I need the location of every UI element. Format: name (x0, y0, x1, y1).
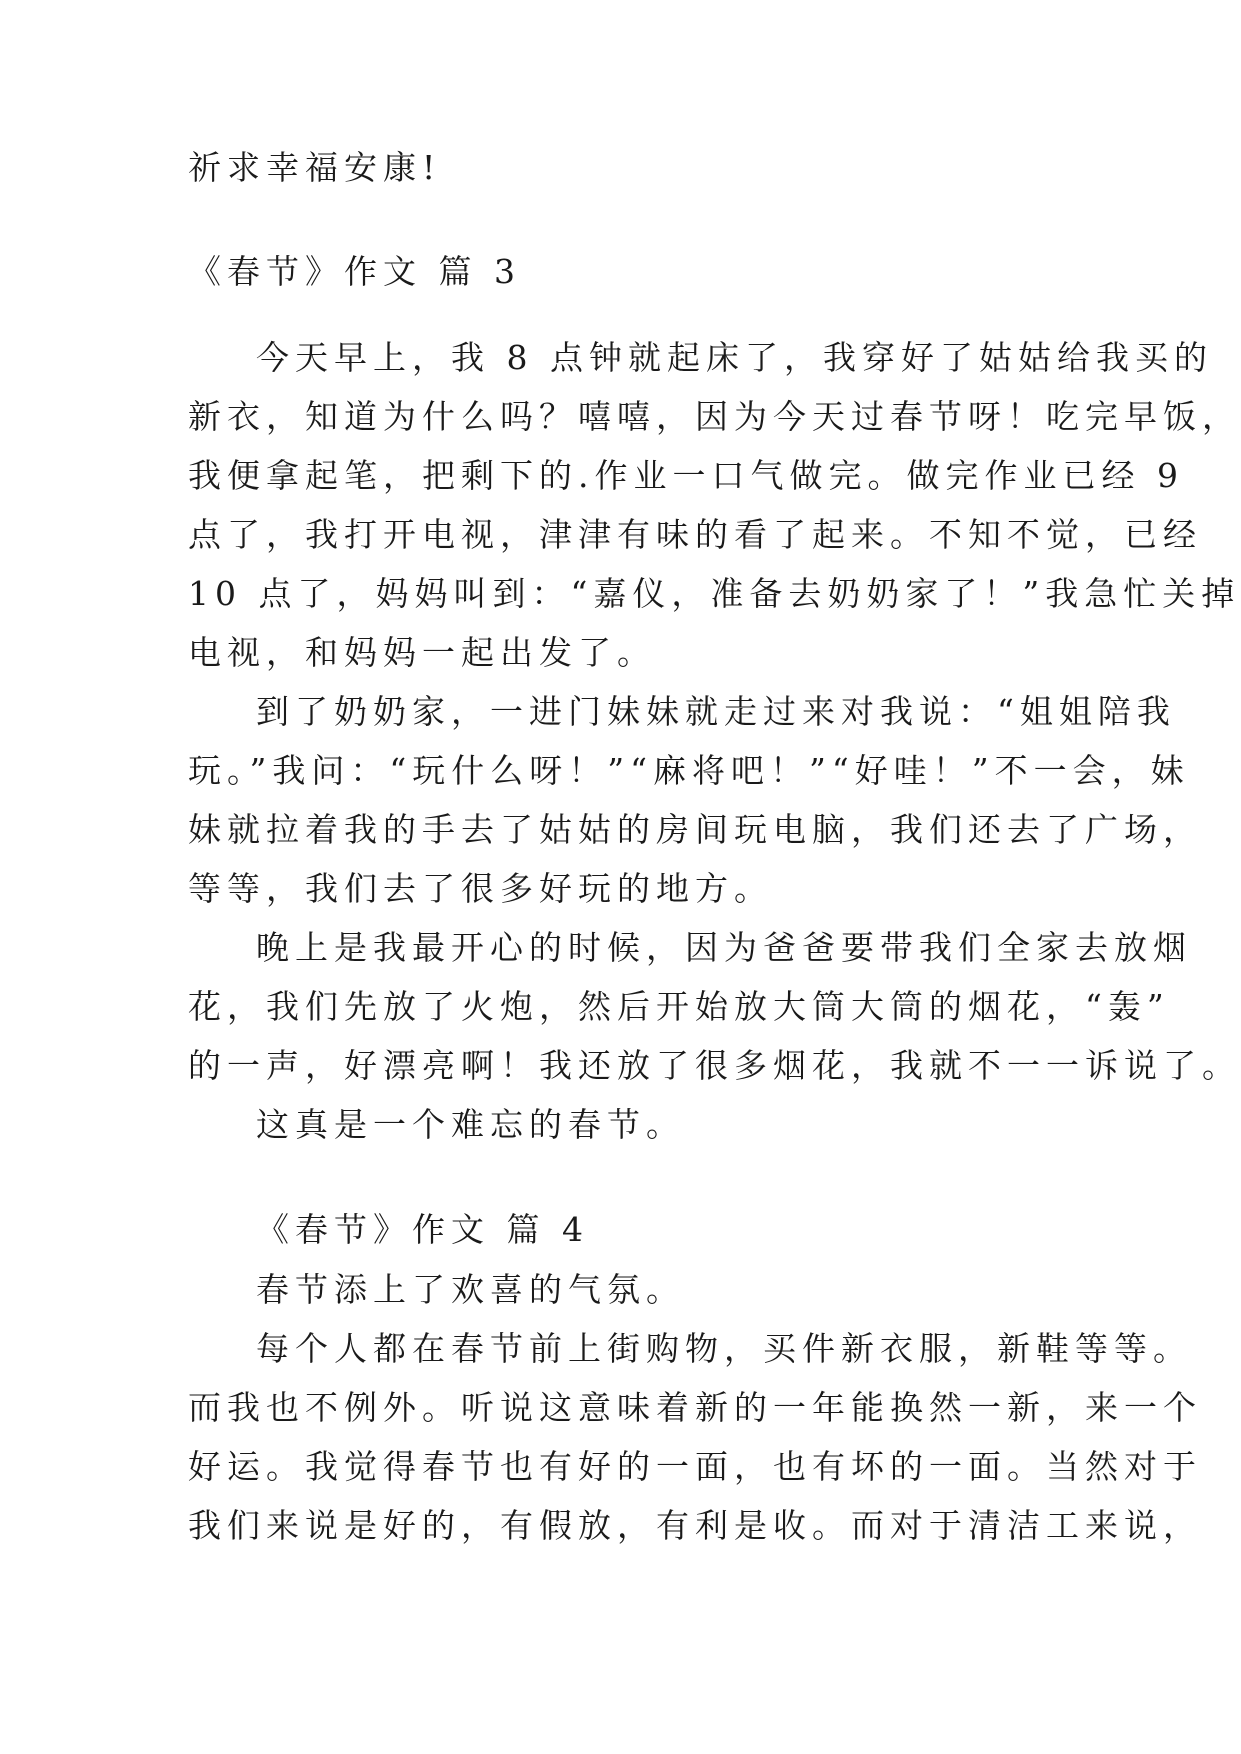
paragraph-line: 等等，我们去了很多好玩的地方。 (188, 869, 773, 908)
paragraph-line: 春节添上了欢喜的气氛。 (256, 1270, 685, 1309)
paragraph-line: 今天早上，我 8 点钟就起床了，我穿好了姑姑给我买的 (256, 338, 1213, 377)
paragraph-line: 妹就拉着我的手去了姑姑的房间玩电脑，我们还去了广场， (188, 810, 1202, 849)
paragraph-line: 好运。我觉得春节也有好的一面，也有坏的一面。当然对于 (188, 1447, 1202, 1486)
paragraph-line: 电视，和妈妈一起出发了。 (188, 633, 656, 672)
paragraph-line: 我便拿起笔，把剩下的.作业一口气做完。做完作业已经 9 (188, 456, 1184, 495)
paragraph-line: 新衣，知道为什么吗？嘻嘻，因为今天过春节呀！吃完早饭， (188, 397, 1241, 436)
paragraph-line: 的一声，好漂亮啊！我还放了很多烟花，我就不一一诉说了。 (188, 1046, 1241, 1085)
paragraph-line: 到了奶奶家，一进门妹妹就走过来对我说：“姐姐陪我 (256, 692, 1176, 731)
paragraph-line: 这真是一个难忘的春节。 (256, 1105, 685, 1144)
paragraph-line: 花，我们先放了火炮，然后开始放大筒大筒的烟花，“轰” (188, 987, 1170, 1026)
heading-essay-3: 《春节》作文 篇 3 (188, 252, 521, 291)
paragraph-line: 我们来说是好的，有假放，有利是收。而对于清洁工来说， (188, 1506, 1202, 1545)
paragraph-line: 而我也不例外。听说这意味着新的一年能换然一新，来一个 (188, 1388, 1202, 1427)
paragraph-line: 晚上是我最开心的时候，因为爸爸要带我们全家去放烟 (256, 928, 1192, 967)
heading-essay-4: 《春节》作文 篇 4 (256, 1210, 589, 1249)
paragraph-line: 玩。”我问：“玩什么呀！”“麻将吧！”“好哇！”不一会，妹 (188, 751, 1190, 790)
paragraph-line: 点了，我打开电视，津津有味的看了起来。不知不觉，已经 (188, 515, 1202, 554)
paragraph-line: 10 点了，妈妈叫到：“嘉仪，准备去奶奶家了！”我急忙关掉 (188, 574, 1241, 613)
closing-line: 祈求幸福安康! (188, 148, 442, 187)
paragraph-line: 每个人都在春节前上街购物，买件新衣服，新鞋等等。 (256, 1329, 1192, 1368)
